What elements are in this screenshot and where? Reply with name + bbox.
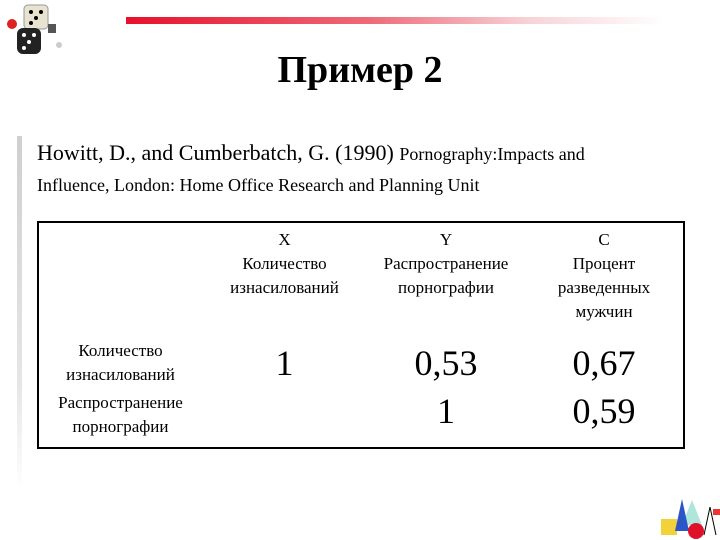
table-row: [38, 391, 684, 448]
table-cell: 1: [437, 391, 455, 431]
reference-work-part1: Pornography:Impacts and: [399, 144, 585, 164]
row-label: Количество изнасилований: [66, 340, 175, 384]
dice-icon: [4, 2, 68, 54]
table-header-row: [38, 222, 684, 334]
header-letter: C: [598, 230, 610, 249]
header-label: Количество изнасилований: [230, 254, 339, 297]
reference-authors: Howitt, D., and Cumberbatch, G. (1990): [37, 140, 394, 165]
header-cell-x: [202, 222, 367, 334]
table-cell: 0,53: [414, 342, 478, 383]
header-label: Распространение порнографии: [383, 254, 509, 297]
reference-citation: [37, 138, 687, 200]
row-label: Распространение порнографии: [58, 393, 183, 436]
header-cell-y: [367, 222, 525, 334]
header-letter: X: [278, 230, 291, 249]
decorative-red-bar: [126, 17, 666, 24]
table-cell: 0,59: [572, 391, 636, 431]
page-title: Пример 2: [277, 49, 443, 91]
correlation-table: [37, 221, 685, 449]
table-cell: 0,67: [572, 342, 636, 383]
header-cell-empty: [38, 222, 202, 334]
reference-work-part2: Influence, London: Home Office Research and Planning Unit: [37, 175, 480, 195]
geometry-shapes-icon: [656, 495, 720, 540]
header-letter: Y: [439, 230, 453, 249]
header-cell-c: [525, 222, 684, 334]
table-cell: 1: [275, 342, 294, 383]
table-cell: [202, 391, 367, 448]
header-label: Процент разведенных мужчин: [557, 254, 651, 321]
table-row: [38, 334, 684, 391]
decorative-left-bar: [17, 136, 22, 491]
